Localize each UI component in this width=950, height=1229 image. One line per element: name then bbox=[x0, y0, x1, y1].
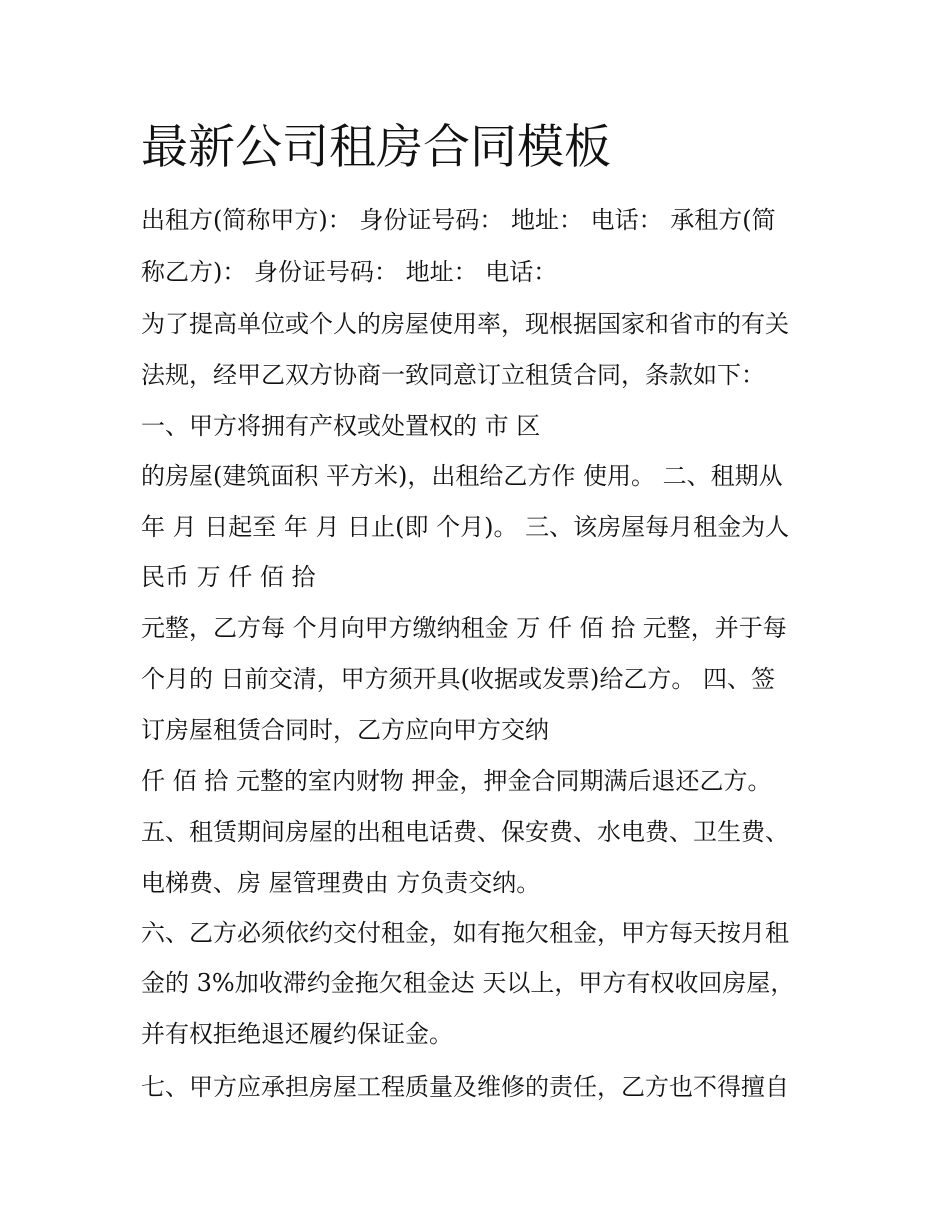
paragraph-line: 个月的 日前交清，甲方须开具(收据或发票)给乙方。 四、签 bbox=[141, 665, 775, 693]
paragraph-line: 并有权拒绝退还履约保证金。 bbox=[141, 1020, 453, 1048]
paragraph-line: 年 月 日起至 年 月 日止(即 个月)。 三、该房屋每月租金为人 bbox=[141, 513, 790, 541]
paragraph-line: 五、租赁期间房屋的出租电话费、保安费、水电费、卫生费、 bbox=[141, 818, 789, 846]
paragraph-line: 电梯费、房 屋管理费由 方负责交纳。 bbox=[141, 869, 541, 897]
paragraph-line: 称乙方)： 身份证号码： 地址： 电话： bbox=[141, 258, 558, 286]
paragraph-line: 仟 佰 拾 元整的室内财物 押金，押金合同期满后退还乙方。 bbox=[141, 767, 772, 795]
paragraph-line: 法规，经甲乙双方协商一致同意订立租赁合同，条款如下： bbox=[141, 361, 765, 389]
paragraph-line: 金的 3%加收滞约金拖欠租金达 天以上，甲方有权收回房屋， bbox=[141, 969, 795, 997]
paragraph-line: 为了提高单位或个人的房屋使用率，现根据国家和省市的有关 bbox=[141, 310, 789, 338]
paragraph-line: 元整，乙方每 个月向甲方缴纳租金 万 仟 佰 拾 元整，并于每 bbox=[141, 614, 787, 642]
paragraph-line: 六、乙方必须依约交付租金，如有拖欠租金，甲方每天按月租 bbox=[141, 919, 789, 947]
paragraph-line: 七、甲方应承担房屋工程质量及维修的责任，乙方也不得擅自 bbox=[141, 1073, 789, 1101]
paragraph-line: 一、甲方将拥有产权或处置权的 市 区 bbox=[141, 412, 541, 440]
paragraph-line: 民币 万 仟 佰 拾 bbox=[141, 563, 316, 591]
paragraph-line: 出租方(简称甲方)： 身份证号码： 地址： 电话： 承租方(简 bbox=[141, 206, 776, 234]
paragraph-line: 的房屋(建筑面积 平方米)，出租给乙方作 使用。 二、租期从 bbox=[141, 462, 783, 490]
paragraph-line: 订房屋租赁合同时，乙方应向甲方交纳 bbox=[141, 716, 549, 744]
document-title: 最新公司租房合同模板 bbox=[141, 120, 611, 175]
